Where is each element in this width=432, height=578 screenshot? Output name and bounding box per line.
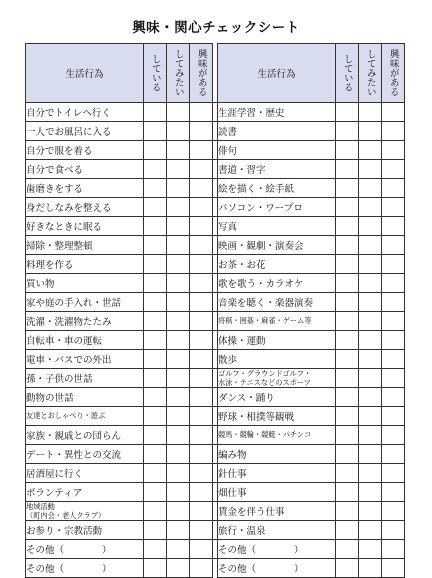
left-activity-header: 生活行為 bbox=[26, 44, 144, 103]
right-interest-checkbox[interactable] bbox=[382, 540, 405, 559]
left-activity-label: 家や庭の手入れ・世話 bbox=[26, 293, 144, 312]
left-interest-checkbox[interactable] bbox=[190, 369, 213, 388]
right-want-checkbox[interactable] bbox=[359, 141, 382, 160]
left-interest-checkbox[interactable] bbox=[190, 217, 213, 236]
table-row bbox=[26, 407, 405, 426]
table-row bbox=[26, 540, 405, 559]
right-activity-label: お茶・お花 bbox=[218, 255, 336, 274]
left-doing-header: している bbox=[144, 44, 167, 103]
right-want-checkbox[interactable] bbox=[359, 312, 382, 331]
left-activity-label-line: （町内会・老人クラブ） bbox=[26, 511, 106, 520]
right-want-checkbox[interactable] bbox=[359, 103, 382, 122]
left-interest-checkbox[interactable] bbox=[190, 274, 213, 293]
left-doing-checkbox[interactable] bbox=[144, 217, 167, 236]
left-interest-checkbox[interactable] bbox=[190, 312, 213, 331]
right-interest-checkbox[interactable] bbox=[382, 198, 405, 217]
right-activity-label: 俳句 bbox=[218, 141, 336, 160]
right-interest-checkbox[interactable] bbox=[382, 217, 405, 236]
table-row bbox=[26, 502, 405, 521]
right-interest-checkbox[interactable] bbox=[382, 369, 405, 388]
right-interest-checkbox[interactable] bbox=[382, 274, 405, 293]
right-doing-checkbox[interactable] bbox=[336, 369, 359, 388]
right-activity-label: 歌を歌う・カラオケ bbox=[218, 274, 336, 293]
right-activity-label: 絵を描く・絵手紙 bbox=[218, 179, 336, 198]
right-activity-label: その他（ ） bbox=[218, 540, 336, 559]
left-interest-checkbox[interactable] bbox=[190, 540, 213, 559]
left-doing-checkbox[interactable] bbox=[144, 521, 167, 540]
left-want-checkbox[interactable] bbox=[167, 521, 190, 540]
left-interest-checkbox[interactable] bbox=[190, 426, 213, 445]
table-row bbox=[26, 236, 405, 255]
right-activity-label: 将棋・囲碁・麻雀・ゲーム等 bbox=[218, 312, 336, 331]
left-want-checkbox[interactable] bbox=[167, 445, 190, 464]
left-want-checkbox[interactable] bbox=[167, 179, 190, 198]
right-interest-checkbox[interactable] bbox=[382, 407, 405, 426]
left-activity-label: 自分でトイレへ行く bbox=[26, 103, 144, 122]
left-want-checkbox[interactable] bbox=[167, 122, 190, 141]
right-interest-checkbox[interactable] bbox=[382, 331, 405, 350]
right-interest-checkbox[interactable] bbox=[382, 483, 405, 502]
left-doing-checkbox[interactable] bbox=[144, 445, 167, 464]
right-activity-label: 競馬・競輪・競艇・パチンコ bbox=[218, 426, 336, 445]
left-activity-label: お参り・宗教活動 bbox=[26, 521, 144, 540]
right-activity-label: 書道・習字 bbox=[218, 160, 336, 179]
table-row bbox=[26, 312, 405, 331]
left-doing-checkbox[interactable] bbox=[144, 274, 167, 293]
right-want-checkbox[interactable] bbox=[359, 274, 382, 293]
right-activity-label: 読書 bbox=[218, 122, 336, 141]
left-interest-checkbox[interactable] bbox=[190, 103, 213, 122]
left-activity-label: 好きなときに眠る bbox=[26, 217, 144, 236]
left-activity-label: 歯磨きをする bbox=[26, 179, 144, 198]
right-want-checkbox[interactable] bbox=[359, 331, 382, 350]
right-interest-checkbox[interactable] bbox=[382, 141, 405, 160]
right-doing-checkbox[interactable] bbox=[336, 464, 359, 483]
right-doing-checkbox[interactable] bbox=[336, 350, 359, 369]
right-want-checkbox[interactable] bbox=[359, 369, 382, 388]
right-doing-checkbox[interactable] bbox=[336, 331, 359, 350]
left-activity-label: 掃除・整理整頓 bbox=[26, 236, 144, 255]
left-doing-checkbox[interactable] bbox=[144, 350, 167, 369]
right-activity-label: ダンス・踊り bbox=[218, 388, 336, 407]
left-activity-label bbox=[26, 502, 144, 521]
left-activity-label: 買い物 bbox=[26, 274, 144, 293]
right-doing-checkbox[interactable] bbox=[336, 198, 359, 217]
left-doing-checkbox[interactable] bbox=[144, 160, 167, 179]
right-doing-checkbox[interactable] bbox=[336, 445, 359, 464]
left-interest-checkbox[interactable] bbox=[190, 160, 213, 179]
table-row bbox=[26, 198, 405, 217]
left-want-checkbox[interactable] bbox=[167, 160, 190, 179]
right-doing-checkbox[interactable] bbox=[336, 521, 359, 540]
left-activity-label: 動物の世話 bbox=[26, 388, 144, 407]
left-activity-label: 自転車・車の運転 bbox=[26, 331, 144, 350]
left-want-checkbox[interactable] bbox=[167, 312, 190, 331]
left-activity-label: 友達とおしゃべり・遊ぶ bbox=[26, 407, 144, 426]
right-activity-header: 生活行為 bbox=[218, 44, 336, 103]
left-want-checkbox[interactable] bbox=[167, 255, 190, 274]
table-row bbox=[26, 103, 405, 122]
right-want-checkbox[interactable] bbox=[359, 179, 382, 198]
left-want-checkbox[interactable] bbox=[167, 540, 190, 559]
checklist-table bbox=[25, 43, 405, 578]
right-activity-label: パソコン・ワープロ bbox=[218, 198, 336, 217]
left-want-checkbox[interactable] bbox=[167, 350, 190, 369]
right-doing-checkbox[interactable] bbox=[336, 274, 359, 293]
left-interest-checkbox[interactable] bbox=[190, 141, 213, 160]
left-doing-checkbox[interactable] bbox=[144, 236, 167, 255]
right-interest-checkbox[interactable] bbox=[382, 312, 405, 331]
right-interest-checkbox[interactable] bbox=[382, 103, 405, 122]
right-want-checkbox[interactable] bbox=[359, 122, 382, 141]
left-want-checkbox[interactable] bbox=[167, 141, 190, 160]
table-row bbox=[26, 179, 405, 198]
right-interest-checkbox[interactable] bbox=[382, 388, 405, 407]
right-activity-label-line: ゴルフ・グラウンドゴルフ・ bbox=[218, 369, 312, 378]
right-doing-checkbox[interactable] bbox=[336, 179, 359, 198]
right-activity-label: 旅行・温泉 bbox=[218, 521, 336, 540]
right-activity-label: 生涯学習・歴史 bbox=[218, 103, 336, 122]
left-want-header: してみたい bbox=[167, 44, 190, 103]
left-doing-checkbox[interactable] bbox=[144, 179, 167, 198]
left-interest-checkbox[interactable] bbox=[190, 445, 213, 464]
left-want-checkbox[interactable] bbox=[167, 426, 190, 445]
left-interest-checkbox[interactable] bbox=[190, 122, 213, 141]
right-interest-checkbox[interactable] bbox=[382, 236, 405, 255]
left-doing-checkbox[interactable] bbox=[144, 312, 167, 331]
sheet-title: 興味・関心チェックシート bbox=[132, 20, 300, 36]
table-row bbox=[26, 388, 405, 407]
right-want-checkbox[interactable] bbox=[359, 426, 382, 445]
left-interest-checkbox[interactable] bbox=[190, 255, 213, 274]
left-activity-label: 孫・子供の世話 bbox=[26, 369, 144, 388]
right-doing-header: している bbox=[336, 44, 359, 103]
right-activity-label: 映画・観劇・演奏会 bbox=[218, 236, 336, 255]
left-interest-checkbox[interactable] bbox=[190, 198, 213, 217]
right-doing-checkbox[interactable] bbox=[336, 502, 359, 521]
right-doing-checkbox[interactable] bbox=[336, 540, 359, 559]
left-doing-checkbox[interactable] bbox=[144, 426, 167, 445]
right-interest-checkbox[interactable] bbox=[382, 160, 405, 179]
left-want-checkbox[interactable] bbox=[167, 369, 190, 388]
right-want-checkbox[interactable] bbox=[359, 350, 382, 369]
header-row bbox=[26, 44, 405, 103]
left-interest-checkbox[interactable] bbox=[190, 559, 213, 578]
left-interest-header: 興味がある bbox=[190, 44, 213, 103]
right-activity-label-line: 水泳・テニスなどのスポーツ bbox=[218, 378, 311, 387]
right-interest-checkbox[interactable] bbox=[382, 559, 405, 578]
right-activity-label: 音楽を聴く・楽器演奏 bbox=[218, 293, 336, 312]
right-want-checkbox[interactable] bbox=[359, 236, 382, 255]
left-activity-label: 家族・親戚との団らん bbox=[26, 426, 144, 445]
table-row bbox=[26, 521, 405, 540]
table-row bbox=[26, 293, 405, 312]
left-interest-checkbox[interactable] bbox=[190, 293, 213, 312]
left-interest-checkbox[interactable] bbox=[190, 502, 213, 521]
right-want-checkbox[interactable] bbox=[359, 388, 382, 407]
right-interest-checkbox[interactable] bbox=[382, 350, 405, 369]
left-activity-label: その他（ ） bbox=[26, 540, 144, 559]
right-want-checkbox[interactable] bbox=[359, 217, 382, 236]
right-activity-label bbox=[218, 369, 336, 388]
right-doing-checkbox[interactable] bbox=[336, 312, 359, 331]
left-doing-checkbox[interactable] bbox=[144, 388, 167, 407]
right-doing-checkbox[interactable] bbox=[336, 426, 359, 445]
right-doing-checkbox[interactable] bbox=[336, 255, 359, 274]
right-activity-label: 体操・運動 bbox=[218, 331, 336, 350]
left-want-checkbox[interactable] bbox=[167, 274, 190, 293]
left-doing-checkbox[interactable] bbox=[144, 255, 167, 274]
left-interest-checkbox[interactable] bbox=[190, 236, 213, 255]
left-activity-label: 居酒屋に行く bbox=[26, 464, 144, 483]
left-want-checkbox[interactable] bbox=[167, 331, 190, 350]
left-interest-checkbox[interactable] bbox=[190, 464, 213, 483]
left-doing-checkbox[interactable] bbox=[144, 464, 167, 483]
left-activity-label: 自分で服を着る bbox=[26, 141, 144, 160]
right-activity-label: 賃金を伴う仕事 bbox=[218, 502, 336, 521]
right-interest-checkbox[interactable] bbox=[382, 179, 405, 198]
left-doing-checkbox[interactable] bbox=[144, 483, 167, 502]
right-activity-label: 針仕事 bbox=[218, 464, 336, 483]
table-row bbox=[26, 160, 405, 179]
right-interest-checkbox[interactable] bbox=[382, 426, 405, 445]
left-want-checkbox[interactable] bbox=[167, 464, 190, 483]
right-want-checkbox[interactable] bbox=[359, 502, 382, 521]
right-interest-checkbox[interactable] bbox=[382, 255, 405, 274]
right-want-checkbox[interactable] bbox=[359, 559, 382, 578]
right-doing-checkbox[interactable] bbox=[336, 217, 359, 236]
left-interest-checkbox[interactable] bbox=[190, 388, 213, 407]
right-want-checkbox[interactable] bbox=[359, 255, 382, 274]
left-interest-checkbox[interactable] bbox=[190, 407, 213, 426]
left-interest-checkbox[interactable] bbox=[190, 179, 213, 198]
right-want-checkbox[interactable] bbox=[359, 483, 382, 502]
left-activity-label: 洗濯・洗濯物たたみ bbox=[26, 312, 144, 331]
right-doing-checkbox[interactable] bbox=[336, 407, 359, 426]
right-doing-checkbox[interactable] bbox=[336, 122, 359, 141]
left-want-checkbox[interactable] bbox=[167, 217, 190, 236]
right-want-checkbox[interactable] bbox=[359, 198, 382, 217]
right-interest-checkbox[interactable] bbox=[382, 502, 405, 521]
table-row bbox=[26, 217, 405, 236]
table-row bbox=[26, 122, 405, 141]
table-row bbox=[26, 274, 405, 293]
left-want-checkbox[interactable] bbox=[167, 502, 190, 521]
right-doing-checkbox[interactable] bbox=[336, 236, 359, 255]
left-activity-label: 料理を作る bbox=[26, 255, 144, 274]
table-row bbox=[26, 350, 405, 369]
left-doing-checkbox[interactable] bbox=[144, 122, 167, 141]
right-doing-checkbox[interactable] bbox=[336, 103, 359, 122]
table-row bbox=[26, 369, 405, 388]
left-doing-checkbox[interactable] bbox=[144, 502, 167, 521]
left-activity-label: ボランティア bbox=[26, 483, 144, 502]
right-doing-checkbox[interactable] bbox=[336, 483, 359, 502]
right-interest-checkbox[interactable] bbox=[382, 122, 405, 141]
right-want-checkbox[interactable] bbox=[359, 540, 382, 559]
left-activity-label: 一人でお風呂に入る bbox=[26, 122, 144, 141]
left-activity-label-line: 地域活動 bbox=[26, 502, 55, 511]
left-doing-checkbox[interactable] bbox=[144, 331, 167, 350]
table-row bbox=[26, 559, 405, 578]
right-want-header: してみたい bbox=[359, 44, 382, 103]
left-doing-checkbox[interactable] bbox=[144, 198, 167, 217]
right-want-checkbox[interactable] bbox=[359, 160, 382, 179]
table-row bbox=[26, 255, 405, 274]
right-activity-label: その他（ ） bbox=[218, 559, 336, 578]
left-doing-checkbox[interactable] bbox=[144, 540, 167, 559]
right-doing-checkbox[interactable] bbox=[336, 160, 359, 179]
left-want-checkbox[interactable] bbox=[167, 407, 190, 426]
right-want-checkbox[interactable] bbox=[359, 407, 382, 426]
left-doing-checkbox[interactable] bbox=[144, 407, 167, 426]
right-activity-label: 編み物 bbox=[218, 445, 336, 464]
left-interest-checkbox[interactable] bbox=[190, 350, 213, 369]
table-row bbox=[26, 141, 405, 160]
left-want-checkbox[interactable] bbox=[167, 198, 190, 217]
left-interest-checkbox[interactable] bbox=[190, 483, 213, 502]
right-want-checkbox[interactable] bbox=[359, 464, 382, 483]
left-want-checkbox[interactable] bbox=[167, 483, 190, 502]
left-want-checkbox[interactable] bbox=[167, 103, 190, 122]
right-want-checkbox[interactable] bbox=[359, 293, 382, 312]
left-doing-checkbox[interactable] bbox=[144, 293, 167, 312]
left-doing-checkbox[interactable] bbox=[144, 103, 167, 122]
table-row bbox=[26, 445, 405, 464]
left-want-checkbox[interactable] bbox=[167, 293, 190, 312]
left-activity-label: その他（ ） bbox=[26, 559, 144, 578]
left-doing-checkbox[interactable] bbox=[144, 559, 167, 578]
left-doing-checkbox[interactable] bbox=[144, 141, 167, 160]
right-activity-label: 野球・相撲等観戦 bbox=[218, 407, 336, 426]
table-row bbox=[26, 483, 405, 502]
left-doing-checkbox[interactable] bbox=[144, 369, 167, 388]
left-activity-label: デート・異性との交流 bbox=[26, 445, 144, 464]
left-activity-label: 自分で食べる bbox=[26, 160, 144, 179]
right-doing-checkbox[interactable] bbox=[336, 559, 359, 578]
left-activity-label: 身だしなみを整える bbox=[26, 198, 144, 217]
right-activity-label: 散歩 bbox=[218, 350, 336, 369]
left-want-checkbox[interactable] bbox=[167, 388, 190, 407]
left-interest-checkbox[interactable] bbox=[190, 521, 213, 540]
left-want-checkbox[interactable] bbox=[167, 559, 190, 578]
right-activity-label: 畑仕事 bbox=[218, 483, 336, 502]
right-interest-checkbox[interactable] bbox=[382, 445, 405, 464]
right-interest-checkbox[interactable] bbox=[382, 293, 405, 312]
right-interest-checkbox[interactable] bbox=[382, 521, 405, 540]
table-row bbox=[26, 464, 405, 483]
right-want-checkbox[interactable] bbox=[359, 521, 382, 540]
right-doing-checkbox[interactable] bbox=[336, 141, 359, 160]
left-want-checkbox[interactable] bbox=[167, 236, 190, 255]
right-interest-header: 興味がある bbox=[382, 44, 405, 103]
right-activity-label: 写真 bbox=[218, 217, 336, 236]
right-doing-checkbox[interactable] bbox=[336, 293, 359, 312]
right-doing-checkbox[interactable] bbox=[336, 388, 359, 407]
right-interest-checkbox[interactable] bbox=[382, 464, 405, 483]
right-want-checkbox[interactable] bbox=[359, 445, 382, 464]
left-interest-checkbox[interactable] bbox=[190, 331, 213, 350]
table-row bbox=[26, 426, 405, 445]
left-activity-label: 電車・バスでの外出 bbox=[26, 350, 144, 369]
table-row bbox=[26, 331, 405, 350]
